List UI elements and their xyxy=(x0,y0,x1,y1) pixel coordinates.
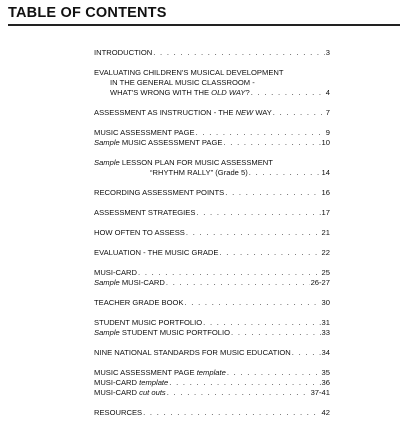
dot-leader xyxy=(166,278,310,288)
toc-entry-title: RESOURCES xyxy=(94,408,143,417)
toc-entry-resources[interactable] xyxy=(94,408,330,418)
toc-entry-musi-card-cutouts[interactable] xyxy=(94,388,330,398)
toc-page-number: 9 xyxy=(325,128,330,137)
toc-entry-title: MUSI-CARD xyxy=(94,268,138,277)
toc-entry-recording[interactable] xyxy=(94,188,330,198)
toc-entry-title: TEACHER GRADE BOOK xyxy=(94,298,184,307)
dot-leader xyxy=(186,228,321,238)
dot-leader xyxy=(169,378,320,388)
toc-group-evaluation xyxy=(94,248,330,258)
toc-entry-title-line[interactable] xyxy=(94,158,330,168)
dot-leader xyxy=(167,388,310,398)
title-text: LESSON PLAN FOR MUSIC ASSESSMENT xyxy=(119,158,273,167)
title-emphasis: cut outs xyxy=(139,388,166,397)
toc-entry-title: RECORDING ASSESSMENT POINTS xyxy=(94,188,225,197)
toc-entry-evaluation[interactable] xyxy=(94,248,330,258)
toc-entry-standards[interactable] xyxy=(94,348,330,358)
toc-entry-title xyxy=(94,278,165,288)
toc-page-number: 30 xyxy=(321,298,330,307)
dot-leader xyxy=(227,368,321,378)
toc-entry-map-page[interactable] xyxy=(94,128,330,138)
dot-leader xyxy=(184,298,320,308)
toc-entry-sample-map-page[interactable] xyxy=(94,138,330,148)
dot-leader xyxy=(196,128,325,138)
toc-group-introduction xyxy=(94,48,330,58)
toc-entry-portfolio[interactable] xyxy=(94,318,330,328)
toc-page-number: 14 xyxy=(321,168,330,177)
toc-page-number: 26-27 xyxy=(310,278,330,287)
title-emphasis: OLD WAY xyxy=(211,88,246,97)
title-emphasis: template xyxy=(139,378,169,387)
toc-entry-sample-portfolio[interactable] xyxy=(94,328,330,338)
dot-leader xyxy=(292,348,321,358)
title-text: WHAT'S WRONG WITH THE xyxy=(110,88,212,97)
title-emphasis: Sample xyxy=(94,138,120,147)
toc-page-number: 16 xyxy=(321,188,330,197)
toc-entry-title: ASSESSMENT STRATEGIES xyxy=(94,208,196,217)
toc-page-number: 7 xyxy=(325,108,330,117)
toc-entry-title-line[interactable]: EVALUATING CHILDREN'S MUSICAL DEVELOPMENT xyxy=(94,68,284,77)
toc-entry-grade-book[interactable] xyxy=(94,298,330,308)
toc-group-assessment-page xyxy=(94,128,330,148)
toc-group-instruction xyxy=(94,108,330,118)
dot-leader xyxy=(225,188,320,198)
toc-entry-title: “RHYTHM RALLY” (Grade 5) xyxy=(150,168,248,177)
toc-page-number: 36 xyxy=(321,378,330,387)
toc-group-evaluating xyxy=(94,68,330,98)
document-heading: TABLE OF CONTENTS xyxy=(8,5,167,21)
toc-page-number: 37-41 xyxy=(310,388,330,397)
title-text: MUSIC ASSESSMENT PAGE xyxy=(119,138,223,147)
title-emphasis: NEW xyxy=(235,108,254,117)
toc-entry-title xyxy=(110,88,250,98)
toc-group-musi-card xyxy=(94,268,330,288)
dot-leader xyxy=(138,268,321,278)
toc-group-how-often xyxy=(94,228,330,238)
title-text: ? xyxy=(245,88,250,97)
title-text: STUDENT MUSIC PORTFOLIO xyxy=(119,328,231,337)
dot-leader xyxy=(143,408,320,418)
title-emphasis: template xyxy=(196,368,226,377)
toc-group-strategies xyxy=(94,208,330,218)
toc-group-grade-book xyxy=(94,298,330,308)
table-of-contents xyxy=(94,48,330,428)
dot-leader xyxy=(231,328,321,338)
toc-page-number: 4 xyxy=(325,88,330,97)
title-text: MUSIC ASSESSMENT PAGE xyxy=(94,368,197,377)
toc-entry-title: INTRODUCTION xyxy=(94,48,153,57)
title-text: MUSI-CARD xyxy=(94,378,140,387)
dot-leader xyxy=(153,48,325,58)
toc-entry-introduction[interactable] xyxy=(94,48,330,58)
dot-leader xyxy=(196,208,320,218)
toc-group-templates xyxy=(94,368,330,398)
toc-page-number: 3 xyxy=(325,48,330,57)
toc-group-resources xyxy=(94,408,330,418)
toc-entry-title: HOW OFTEN TO ASSESS xyxy=(94,228,185,237)
toc-entry-title xyxy=(94,368,226,378)
title-emphasis: Sample xyxy=(94,158,120,167)
toc-group-portfolio xyxy=(94,318,330,338)
dot-leader xyxy=(251,88,325,98)
toc-page-number: 17 xyxy=(321,208,330,217)
dot-leader xyxy=(223,138,320,148)
toc-page-number: 25 xyxy=(321,268,330,277)
title-text: MUSI-CARD xyxy=(94,388,140,397)
title-text: WAY xyxy=(253,108,272,117)
toc-page-number: 42 xyxy=(321,408,330,417)
heading-rule xyxy=(8,24,400,26)
toc-entry-strategies[interactable] xyxy=(94,208,330,218)
toc-page-number: 31 xyxy=(321,318,330,327)
dot-leader xyxy=(273,108,325,118)
toc-entry-title xyxy=(94,378,168,388)
toc-page-number: 10 xyxy=(321,138,330,147)
toc-page-number: 34 xyxy=(321,348,330,357)
toc-page-number: 35 xyxy=(321,368,330,377)
title-text: MUSI-CARD xyxy=(119,278,165,287)
title-emphasis: Sample xyxy=(94,278,120,287)
toc-entry-lesson-plan[interactable] xyxy=(94,168,330,178)
toc-entry-title: MUSIC ASSESSMENT PAGE xyxy=(94,128,195,137)
toc-page-number: 33 xyxy=(321,328,330,337)
toc-entry-title xyxy=(94,138,222,148)
toc-group-recording xyxy=(94,188,330,198)
dot-leader xyxy=(249,168,321,178)
toc-entry-title: EVALUATION - THE MUSIC GRADE xyxy=(94,248,219,257)
toc-page-number: 21 xyxy=(321,228,330,237)
toc-entry-title-line[interactable]: IN THE GENERAL MUSIC CLASSROOM - xyxy=(110,78,255,87)
toc-entry-musi-card[interactable] xyxy=(94,268,330,278)
toc-entry-title: STUDENT MUSIC PORTFOLIO xyxy=(94,318,203,327)
toc-entry-evaluating[interactable] xyxy=(94,88,330,98)
dot-leader xyxy=(219,248,320,258)
toc-entry-title: NINE NATIONAL STANDARDS FOR MUSIC EDUCATION xyxy=(94,348,291,357)
toc-group-standards xyxy=(94,348,330,358)
title-text: ASSESSMENT AS INSTRUCTION - THE xyxy=(94,108,236,117)
toc-entry-how-often[interactable] xyxy=(94,228,330,238)
dot-leader xyxy=(203,318,320,328)
toc-entry-musi-card-template[interactable] xyxy=(94,378,330,388)
toc-page-number: 22 xyxy=(321,248,330,257)
toc-entry-sample-musi-card[interactable] xyxy=(94,278,330,288)
toc-entry-title xyxy=(94,108,272,118)
title-emphasis: Sample xyxy=(94,328,120,337)
toc-entry-title xyxy=(94,328,230,338)
toc-entry-title xyxy=(94,388,166,398)
toc-entry-map-template[interactable] xyxy=(94,368,330,378)
toc-entry-instruction[interactable] xyxy=(94,108,330,118)
toc-group-lesson-plan xyxy=(94,158,330,178)
